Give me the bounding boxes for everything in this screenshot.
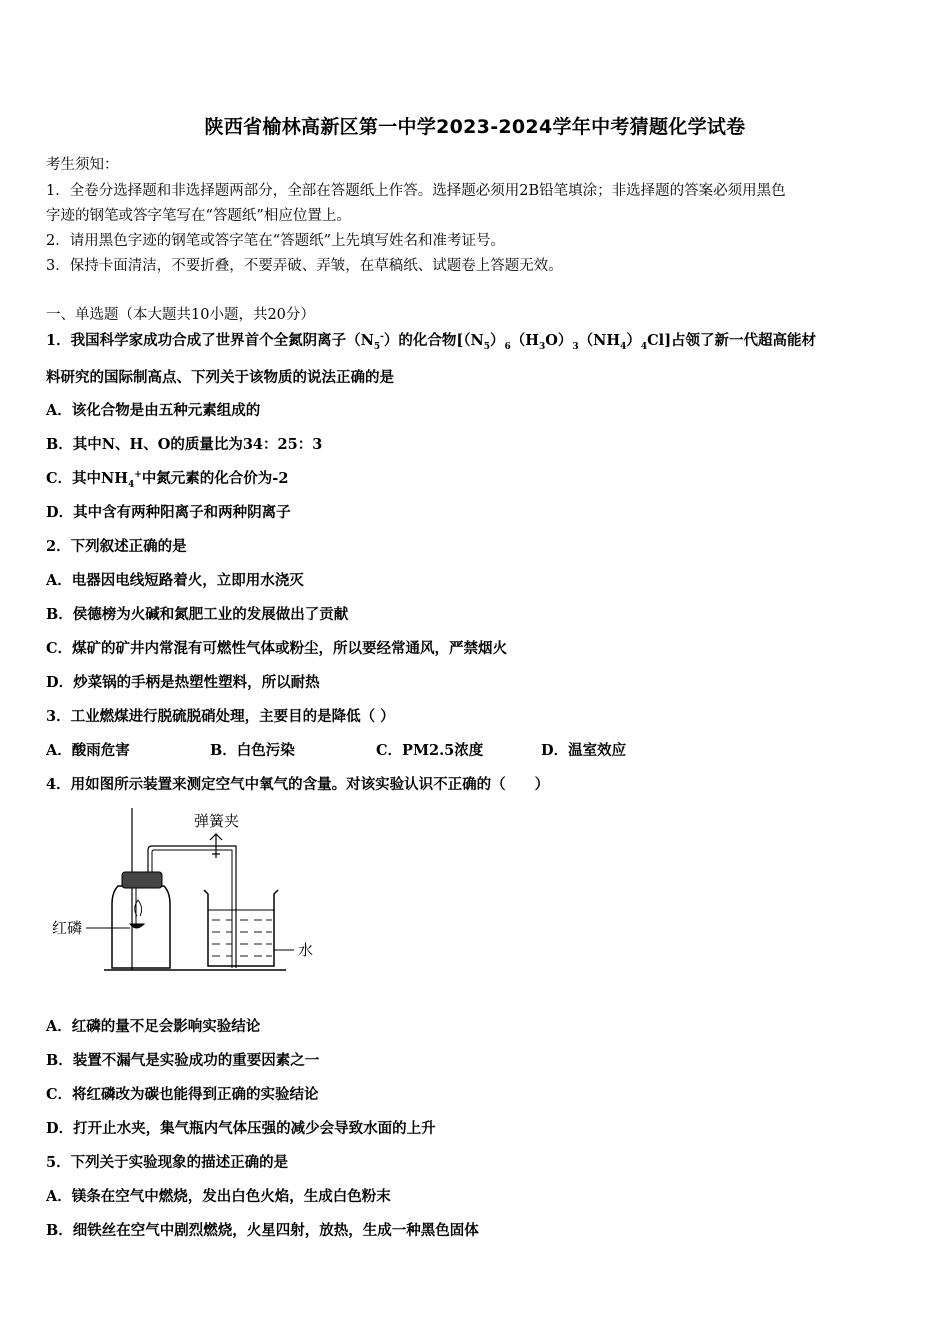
q2-option-a: A．电器因电线短路着火，立即用水浇灭 <box>46 572 304 589</box>
q2-option-b: B．侯德榜为火碱和氮肥工业的发展做出了贡献 <box>46 606 349 623</box>
bottle-stopper <box>122 872 162 888</box>
q2-stem: 2．下列叙述正确的是 <box>46 538 187 555</box>
q3-option-a: A．酸雨危害 <box>46 742 130 759</box>
glass-tube-outer <box>148 846 236 968</box>
q5-option-a: A．镁条在空气中燃烧，发出白色火焰，生成白色粉末 <box>46 1188 391 1205</box>
beaker <box>204 890 278 966</box>
q3-stem: 3．工业燃煤进行脱硫脱硝处理，主要目的是降低（ ） <box>46 708 395 725</box>
glass-tube-inner <box>152 850 232 968</box>
q1-stem-line-2: 料研究的国际制高点、下列关于该物质的说法正确的是 <box>46 369 394 386</box>
apparatus-diagram <box>46 800 326 980</box>
q3-option-d: D．温室效应 <box>541 742 627 759</box>
q2-option-c: C．煤矿的矿井内常混有可燃性气体或粉尘，所以要经常通风，严禁烟火 <box>46 640 508 657</box>
q1-option-b: B．其中N、H、O的质量比为34：25：3 <box>46 436 323 453</box>
q5-option-b: B．细铁丝在空气中剧烈燃烧，火星四射，放热，生成一种黑色固体 <box>46 1222 479 1239</box>
notice-item-3: 3．保持卡面清洁，不要折叠，不要弄破、弄皱，在草稿纸、试题卷上答题无效。 <box>46 258 563 274</box>
q4-stem: 4．用如图所示装置来测定空气中氧气的含量。对该实验认识不正确的（ ） <box>46 776 550 793</box>
exam-title: 陕西省榆林高新区第一中学2023-2024学年中考猜题化学试卷 <box>204 116 746 138</box>
notice-heading: 考生须知： <box>46 157 119 173</box>
label-clamp: 弹簧夹 <box>194 812 240 830</box>
q4-option-b: B．装置不漏气是实验成功的重要因素之一 <box>46 1052 320 1069</box>
q1-option-a: A．该化合物是由五种元素组成的 <box>46 402 261 419</box>
q4-option-a: A．红磷的量不足会影响实验结论 <box>46 1018 261 1035</box>
water-hatching <box>212 920 272 956</box>
q2-option-d: D．炒菜锅的手柄是热塑性塑料，所以耐热 <box>46 674 320 691</box>
q1-option-d: D．其中含有两种阳离子和两种阴离子 <box>46 504 291 521</box>
q5-stem: 5．下列关于实验现象的描述正确的是 <box>46 1154 289 1171</box>
q1-stem-line-1: 1．我国科学家成功合成了世界首个全氮阴离子$(N_5^-)$的化合物$[(N_5)_6(H_3O)_3(NH_4)_4Cl]$占领了新一代超高能材 <box>46 332 817 352</box>
q1-option-c: C．其中$NH_4^+$中氮元素的化合价为-2 <box>46 470 289 490</box>
q3-option-b: B．白色污染 <box>210 742 295 759</box>
notice-item-1-line-1: 1．全卷分选择题和非选择题两部分，全部在答题纸上作答。选择题必须用2B铅笔填涂；非选择题的答案必须用黑色 <box>46 183 786 199</box>
notice-item-1-line-2: 字迹的钢笔或答字笔写在“答题纸”相应位置上。 <box>46 208 351 224</box>
q4-option-c: C．将红磷改为碳也能得到正确的实验结论 <box>46 1086 319 1103</box>
label-phosphorus: 红磷 <box>52 919 83 937</box>
q3-option-c: C．PM2.5浓度 <box>376 742 484 759</box>
section-heading: 一、单选题（本大题共10小题，共20分） <box>46 307 315 323</box>
q4-option-d: D．打开止水夹，集气瓶内气体压强的减少会导致水面的上升 <box>46 1120 436 1137</box>
label-water: 水 <box>298 941 314 959</box>
notice-item-2: 2．请用黑色字迹的钢笔或答字笔在“答题纸”上先填写姓名和准考证号。 <box>46 233 506 249</box>
